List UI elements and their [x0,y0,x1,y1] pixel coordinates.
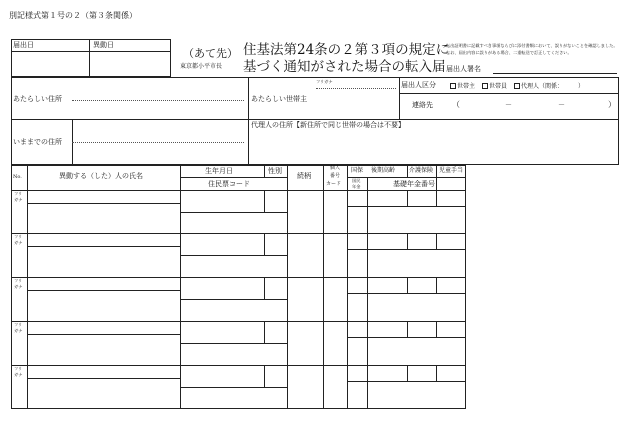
move-date-label: 異動日 [93,41,114,49]
table-row[interactable] [28,322,179,364]
col-mynumber-3: カード [326,181,342,187]
addressee-label: （あて先） [183,47,238,60]
filer-option-member[interactable]: 世帯員 [482,83,507,90]
col-child-label: 児童手当 [439,167,464,174]
proxy-address-label: 代理人の住所【新住所で同じ世帯の場合は不要】 [251,121,405,129]
phone-field[interactable] [460,96,606,116]
old-address-field[interactable] [74,122,246,163]
proxy-address-field[interactable] [250,132,616,164]
col-birth-label: 生年月日 [205,167,233,175]
col-care-label: 介護保険 [409,167,434,174]
new-head-furigana: フリガナ [316,79,333,84]
form-label: 別記様式第１号の２（第３条関係） [9,11,137,20]
new-address-label: あたらしい住所 [13,95,62,103]
new-address-field[interactable] [72,80,246,118]
addressee-name: 東京都小平市長 [180,63,223,70]
old-address-label: いままでの住所 [13,138,62,146]
declaration-line1: 転出証明書に記載すべき事項ならびに添付書類において、誤りがないことを確認しました。 [446,43,618,48]
col-name-label: 異動する（した）人の氏名 [59,172,143,180]
table-row[interactable] [28,366,179,408]
filer-option-head[interactable]: 世帯主 [450,83,475,90]
col-pension-no-label: 基礎年金番号 [393,180,435,188]
signature-field[interactable] [494,61,616,73]
col-relation-label: 続柄 [297,172,311,180]
filer-option-proxy[interactable]: 代理人（関係： ） [514,83,584,90]
filing-date-field[interactable] [12,52,88,76]
table-row[interactable] [28,278,179,320]
declaration-line2: なお、届出内容に誤りがある場合、二重転送で訂正してください。 [446,50,572,55]
contact-label: 連絡先 [412,101,433,109]
phone-dash-2: － [558,101,565,109]
col-sex-label: 性別 [268,167,282,175]
col-no-label: No. [13,174,22,180]
form-title-line1: 住基法第24条の２第３項の規定に [243,42,450,58]
table-row[interactable] [28,191,179,232]
table-row[interactable] [28,234,179,276]
new-head-field[interactable] [316,90,398,118]
col-nhi-label: 国保 [351,167,364,174]
move-date-field[interactable] [90,52,170,76]
col-resident-code-label: 住民票コード [208,180,250,188]
col-mynumber-2: 番号 [330,173,341,179]
phone-dash-1: － [505,101,512,109]
col-mynumber-1: 個人 [330,165,341,171]
col-elderly-label: 後期高齢 [371,167,396,174]
phone-open: （ [452,100,460,109]
col-pension-2: 年金 [352,184,361,189]
phone-close: ） [608,100,616,109]
signature-label: 届出人署名 [446,65,481,73]
new-head-label: あたらしい世帯主 [251,95,307,103]
filing-date-label: 届出日 [13,41,34,49]
form-title-line2: 基づく通知がされた場合の転入届 [243,59,446,75]
col-pension-1: 国民 [352,178,361,183]
filer-type-label: 届出人区分 [401,81,436,89]
